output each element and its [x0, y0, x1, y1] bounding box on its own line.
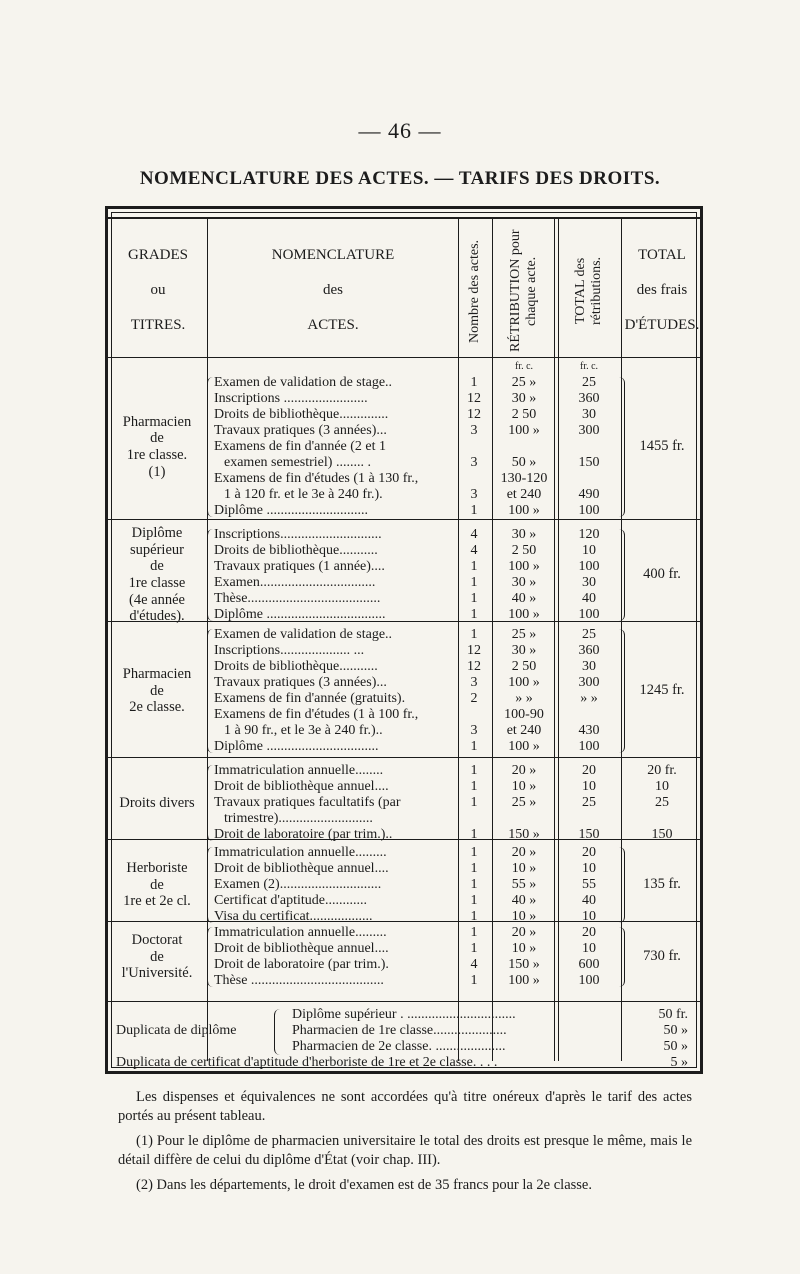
act-count: 12: [467, 391, 481, 406]
act-fee: 100 »: [508, 675, 540, 690]
act-total: 490: [578, 487, 600, 502]
note-dispenses: Les dispenses et équivalences ne sont accordées qu'à titre onéreux d'après le tarif des actes portés au présent tableau.: [118, 1089, 692, 1124]
act-fee: 25 »: [511, 627, 537, 642]
act-name: trimestre)...........................: [224, 811, 373, 826]
act-fee: 20 »: [511, 925, 537, 940]
header-total-line: des frais: [636, 282, 688, 298]
act-fee: » »: [515, 691, 533, 706]
act-name: Thèse ......................................: [214, 973, 384, 988]
act-count: 3: [470, 675, 478, 690]
grade-label-line: de: [150, 430, 164, 447]
act-count: 1: [470, 877, 478, 892]
table-row: [108, 471, 700, 487]
table-row: [108, 957, 700, 973]
act-count: 1: [470, 795, 478, 810]
table-row: [108, 723, 700, 739]
table-row: [108, 909, 700, 925]
act-fee: 100 »: [508, 973, 540, 988]
table-row: [108, 973, 700, 989]
act-name: Droit de laboratoire (par trim.).: [214, 957, 389, 972]
act-fee: 100 »: [508, 739, 540, 754]
act-name: Diplôme ................................: [214, 739, 379, 754]
act-total: 100: [578, 739, 600, 754]
act-name: Travaux pratiques facultatifs (par: [214, 795, 401, 810]
table-row: [108, 627, 700, 643]
table-row: [108, 925, 700, 941]
act-count: 1: [470, 607, 478, 622]
row-frais-total: 25: [655, 795, 669, 810]
table-row: [108, 643, 700, 659]
act-total: 100: [578, 559, 600, 574]
act-total: 10: [582, 861, 596, 876]
duplicata-certificat-price: 5 »: [670, 1055, 688, 1070]
table-row: [108, 487, 700, 503]
table-row: [108, 845, 700, 861]
table-row: [108, 691, 700, 707]
act-fee: 25 »: [511, 375, 537, 390]
act-total: 300: [578, 423, 600, 438]
section-block: [108, 845, 700, 924]
act-count: 1: [470, 575, 478, 590]
act-count: 4: [470, 543, 478, 558]
act-name: Droits de bibliothèque...........: [214, 659, 378, 674]
table-row: [108, 455, 700, 471]
act-fee: 100 »: [508, 559, 540, 574]
act-total: 430: [578, 723, 600, 738]
duplicata-item: Pharmacien de 1re classe.....................: [292, 1023, 507, 1038]
header-nombre: Nombre des actes.: [466, 239, 482, 343]
header-nomenclature-line: des: [323, 282, 343, 298]
act-name: Examens de fin d'études (1 à 100 fr.,: [214, 707, 419, 722]
grade-label-line: Herboriste: [126, 859, 188, 876]
act-total: 25: [582, 795, 596, 810]
act-count: 3: [470, 723, 478, 738]
grade-label-line: Diplôme: [131, 524, 183, 541]
header-total-retributions: TOTAL des rétributions.: [572, 256, 604, 326]
act-name: Travaux pratiques (1 année)....: [214, 559, 385, 574]
row-frais-total: 10: [655, 779, 669, 794]
section-total: 730 fr.: [643, 948, 681, 964]
table-row: [108, 877, 700, 893]
duplicata-certificat: Duplicata de certificat d'aptitude d'herboriste de 1re et 2e classe. . . .: [116, 1055, 498, 1070]
act-total: 10: [582, 779, 596, 794]
act-count: 2: [470, 691, 478, 706]
act-fee: 100 »: [508, 607, 540, 622]
header-nomenclature-line: ACTES.: [307, 317, 359, 333]
act-fee: et 240: [506, 487, 542, 502]
table-row: [108, 503, 700, 519]
unit-fee: fr. c.: [514, 361, 534, 372]
table-row: [108, 391, 700, 407]
act-name: Examen de validation de stage..: [214, 375, 393, 390]
act-total: 30: [582, 407, 596, 422]
act-fee: 2 50: [511, 659, 537, 674]
act-name: Diplôme .............................: [214, 503, 368, 518]
act-fee: 2 50: [511, 407, 537, 422]
act-total: 20: [582, 845, 596, 860]
act-count: 1: [470, 739, 478, 754]
act-fee: 25 »: [511, 795, 537, 810]
act-name: Visa du certificat..................: [214, 909, 373, 924]
act-count: 1: [470, 763, 478, 778]
act-fee: 55 »: [511, 877, 537, 892]
act-total: 150: [578, 827, 600, 842]
act-total: 25: [582, 375, 596, 390]
section-total: 1455 fr.: [639, 438, 685, 454]
act-total: 30: [582, 659, 596, 674]
table-row: [108, 407, 700, 423]
act-total: 300: [578, 675, 600, 690]
act-total: 360: [578, 643, 600, 658]
act-name: Examens de fin d'année (gratuits).: [214, 691, 406, 706]
act-fee: 2 50: [511, 543, 537, 558]
act-total: 10: [582, 941, 596, 956]
act-name: Immatriculation annuelle.........: [214, 845, 387, 860]
header-grades-line: GRADES: [127, 247, 188, 263]
act-name: Droit de laboratoire (par trim.)..: [214, 827, 393, 842]
act-count: 1: [470, 893, 478, 908]
act-fee: 20 »: [511, 845, 537, 860]
section-rule: [108, 519, 700, 520]
act-total: 100: [578, 607, 600, 622]
grade-label-line: (1): [148, 463, 166, 480]
section-block: [108, 375, 700, 519]
act-total: 100: [578, 973, 600, 988]
grade-label-line: Doctorat: [131, 931, 183, 948]
act-count: 1: [470, 941, 478, 956]
header-total-line: D'ÉTUDES.: [624, 317, 700, 333]
section-block: [108, 925, 700, 1001]
act-count: 3: [470, 423, 478, 438]
unit-total: fr. c.: [579, 361, 599, 372]
section-rule: [108, 1001, 700, 1002]
act-fee: 50 »: [511, 455, 537, 470]
header-total-line: TOTAL: [638, 247, 686, 263]
act-count: 1: [470, 845, 478, 860]
act-fee: 30 »: [511, 527, 537, 542]
grade-label-line: d'études).: [129, 608, 185, 625]
act-count: 3: [470, 455, 478, 470]
header-nomenclature-line: NOMENCLATURE: [271, 247, 395, 263]
act-total: 40: [582, 591, 596, 606]
table-row: [108, 827, 700, 843]
table-row: [108, 739, 700, 755]
grade-label-line: de: [150, 558, 164, 575]
act-total: 600: [578, 957, 600, 972]
header-bottom-rule: [108, 357, 700, 358]
act-name: 1 à 90 fr., et le 3e à 240 fr.)..: [224, 723, 383, 738]
act-name: Droits de bibliothèque..............: [214, 407, 389, 422]
act-count: 1: [470, 925, 478, 940]
duplicata-label: Duplicata de diplôme: [116, 1023, 237, 1038]
table-row: [108, 575, 700, 591]
table-row: [108, 559, 700, 575]
act-name: examen semestriel) ........ .: [224, 455, 371, 470]
act-total: 360: [578, 391, 600, 406]
row-frais-total: 150: [651, 827, 673, 842]
section-total: 400 fr.: [643, 566, 681, 582]
row-frais-total: 20 fr.: [647, 763, 677, 778]
section-total: 1245 fr.: [639, 682, 685, 698]
act-fee: 30 »: [511, 391, 537, 406]
table-row: [108, 524, 700, 543]
tariff-table: [105, 206, 703, 1074]
act-total: 10: [582, 543, 596, 558]
act-name: 1 à 120 fr. et le 3e à 240 fr.).: [224, 487, 383, 502]
act-name: Certificat d'aptitude............: [214, 893, 367, 908]
act-count: 3: [470, 487, 478, 502]
table-row: [108, 763, 700, 779]
note-2: (2) Dans les départements, le droit d'examen est de 35 francs pour la 2e classe.: [136, 1177, 592, 1193]
act-total: 100: [578, 503, 600, 518]
act-fee: 10 »: [511, 779, 537, 794]
table-top-rule: [108, 217, 700, 219]
act-fee: 30 »: [511, 575, 537, 590]
act-fee: 130-120: [500, 471, 548, 486]
table-row: [108, 941, 700, 957]
act-name: Travaux pratiques (3 années)...: [214, 423, 387, 438]
table-row: [108, 375, 700, 391]
act-name: Droits de bibliothèque...........: [214, 543, 378, 558]
duplicata-price: 50 »: [663, 1039, 688, 1054]
act-fee: 100-90: [504, 707, 544, 722]
act-name: Inscriptions.................... ...: [214, 643, 365, 658]
act-name: Examens de fin d'année (2 et 1: [214, 439, 387, 454]
note-1: (1) Pour le diplôme de pharmacien universitaire le total des droits est presque le même, mais le détail diffère de celui du diplôme d'État (voir chap. III).: [118, 1133, 692, 1168]
section-rule: [108, 839, 700, 840]
act-total: 120: [578, 527, 600, 542]
act-total: 10: [582, 909, 596, 924]
act-count: 1: [470, 909, 478, 924]
act-count: 1: [470, 779, 478, 794]
grade-label-line: supérieur: [130, 541, 184, 558]
act-name: Droit de bibliothèque annuel....: [214, 861, 389, 876]
act-name: Examen.................................: [214, 575, 376, 590]
act-fee: 10 »: [511, 861, 537, 876]
table-row: [108, 543, 700, 559]
grade-label-line: de: [150, 948, 164, 965]
section-rule: [108, 921, 700, 922]
act-count: 1: [470, 591, 478, 606]
act-fee: 20 »: [511, 763, 537, 778]
act-fee: 100 »: [508, 503, 540, 518]
act-count: 1: [470, 861, 478, 876]
table-row: [108, 893, 700, 909]
table-row: [108, 707, 700, 723]
section-rule: [108, 621, 700, 622]
section-block: [108, 763, 700, 842]
act-count: 4: [470, 527, 478, 542]
act-fee: 150 »: [508, 827, 540, 842]
table-row: [108, 795, 700, 811]
act-count: 1: [470, 559, 478, 574]
grade-label-line: 1re et 2e cl.: [123, 893, 191, 910]
table-row: [108, 423, 700, 439]
table-row: [108, 861, 700, 877]
act-total: 25: [582, 627, 596, 642]
act-name: Droit de bibliothèque annuel....: [214, 941, 389, 956]
table-row: [108, 811, 700, 827]
table-row: [108, 779, 700, 795]
section-total: 135 fr.: [643, 876, 681, 892]
act-count: 1: [470, 973, 478, 988]
grade-label-line: 2e classe.: [129, 699, 185, 716]
table-row: [108, 591, 700, 607]
act-name: Immatriculation annuelle.........: [214, 925, 387, 940]
grade-label-line: Pharmacien: [122, 665, 192, 682]
table-row: [108, 659, 700, 675]
act-total: 150: [578, 455, 600, 470]
act-count: 1: [470, 627, 478, 642]
act-count: 12: [467, 643, 481, 658]
act-fee: 100 »: [508, 423, 540, 438]
act-total: 40: [582, 893, 596, 908]
act-count: 4: [470, 957, 478, 972]
act-total: 30: [582, 575, 596, 590]
act-fee: 40 »: [511, 591, 537, 606]
act-total: » »: [580, 691, 598, 706]
act-fee: 10 »: [511, 909, 537, 924]
act-name: Inscriptions ........................: [214, 391, 368, 406]
duplicata-price: 50 »: [663, 1023, 688, 1038]
act-count: 1: [470, 375, 478, 390]
page-number: — 46 —: [358, 118, 442, 143]
grade-label-line: 1re classe: [128, 575, 186, 591]
act-fee: et 240: [506, 723, 542, 738]
table-row: [108, 675, 700, 691]
duplicata-item: Pharmacien de 2e classe. ....................: [292, 1039, 506, 1054]
grade-label-line: l'Université.: [121, 965, 193, 982]
act-fee: 150 »: [508, 957, 540, 972]
section-block: [108, 524, 700, 625]
act-name: Travaux pratiques (3 années)...: [214, 675, 387, 690]
act-count: 12: [467, 407, 481, 422]
act-name: Diplôme ..................................: [214, 607, 386, 622]
section-rule: [108, 757, 700, 758]
grade-label-line: 1re classe.: [126, 447, 188, 463]
grade-label-line: Droits divers: [119, 794, 195, 811]
grade-label-line: de: [150, 876, 164, 893]
header-grades-line: ou: [150, 282, 166, 298]
act-fee: 30 »: [511, 643, 537, 658]
act-fee: 10 »: [511, 941, 537, 956]
act-name: Thèse......................................: [214, 591, 381, 606]
duplicata-item: Diplôme supérieur . ...............................: [292, 1007, 516, 1022]
header-grades-line: TITRES.: [130, 317, 186, 333]
act-count: 1: [470, 827, 478, 842]
act-total: 20: [582, 763, 596, 778]
act-name: Immatriculation annuelle........: [214, 763, 384, 778]
duplicata-price: 50 fr.: [658, 1007, 688, 1022]
act-name: Examens de fin d'études (1 à 130 fr.,: [214, 471, 419, 486]
act-count: 1: [470, 503, 478, 518]
act-name: Examen de validation de stage..: [214, 627, 393, 642]
act-count: 12: [467, 659, 481, 674]
grade-label-line: de: [150, 682, 164, 699]
act-fee: 40 »: [511, 893, 537, 908]
table-row: [108, 439, 700, 455]
grade-label-line: Pharmacien: [122, 413, 192, 430]
act-name: Droit de bibliothèque annuel....: [214, 779, 389, 794]
header-retribution: RÉTRIBUTION pour chaque acte.: [507, 229, 539, 353]
act-total: 20: [582, 925, 596, 940]
act-name: Examen (2).............................: [214, 877, 382, 892]
grade-label-line: (4e année: [129, 591, 185, 608]
act-name: Inscriptions.............................: [214, 527, 382, 542]
act-total: 55: [582, 877, 596, 892]
footnotes: [118, 1088, 692, 1201]
page-title: NOMENCLATURE DES ACTES. — TARIFS DES DROITS.: [139, 168, 661, 189]
section-block: [108, 627, 700, 757]
